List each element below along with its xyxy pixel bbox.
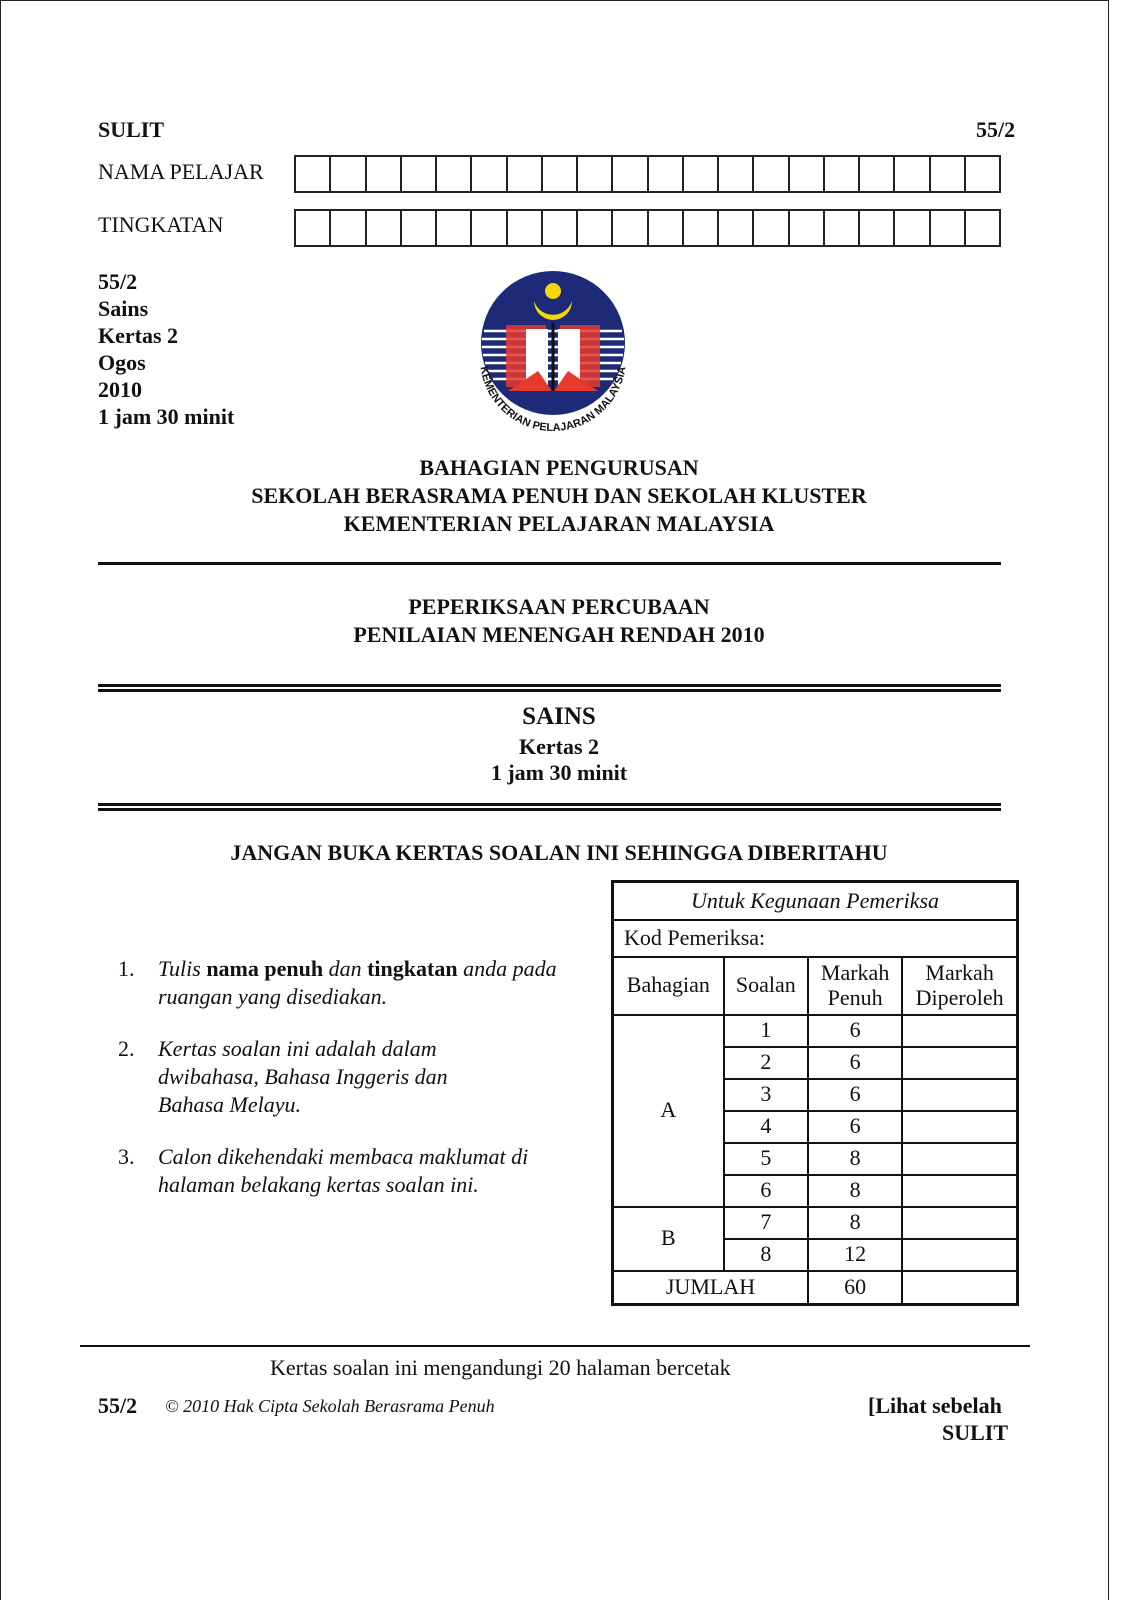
table-row — [613, 1015, 1018, 1047]
question-number: 5 — [724, 1143, 808, 1175]
instruction-number: 2. — [118, 1036, 135, 1061]
question-number: 7 — [724, 1207, 808, 1239]
marks-obtained[interactable] — [902, 1175, 1017, 1207]
paper-duration: 1 jam 30 minit — [98, 404, 235, 429]
letter-box[interactable] — [402, 211, 437, 245]
paper-info — [98, 268, 234, 430]
full-marks: 6 — [808, 1079, 902, 1111]
question-number: 3 — [724, 1079, 808, 1111]
page-count: Kertas soalan ini mengandungi 20 halaman bercetak — [270, 1355, 731, 1380]
org-line-3: KEMENTERIAN PELAJARAN MALAYSIA — [343, 511, 775, 536]
text: tingkatan — [367, 956, 458, 981]
marks-obtained[interactable] — [902, 1207, 1017, 1239]
letter-box[interactable] — [367, 157, 402, 191]
letter-box[interactable] — [719, 211, 754, 245]
letter-box[interactable] — [508, 157, 543, 191]
subject-paper: Kertas 2 — [518, 734, 600, 759]
marks-obtained[interactable] — [902, 1047, 1017, 1079]
form-label: TINGKATAN — [98, 212, 224, 237]
org-line-1: BAHAGIAN PENGURUSAN — [419, 455, 699, 480]
letter-box[interactable] — [437, 157, 472, 191]
section-b: B — [613, 1207, 724, 1271]
letter-box[interactable] — [331, 157, 366, 191]
letter-box[interactable] — [472, 157, 507, 191]
question-number: 4 — [724, 1111, 808, 1143]
total-label: JUMLAH — [613, 1271, 809, 1305]
divider — [98, 689, 1001, 692]
letter-box[interactable] — [331, 211, 366, 245]
exam-line-1: PEPERIKSAAN PERCUBAAN — [408, 594, 710, 619]
marks-obtained[interactable] — [902, 1079, 1017, 1111]
header-soalan: Soalan — [724, 957, 808, 1015]
letter-box[interactable] — [895, 157, 930, 191]
letter-box[interactable] — [649, 211, 684, 245]
question-number: 2 — [724, 1047, 808, 1079]
header-sulit: SULIT — [98, 117, 165, 142]
divider — [98, 808, 1001, 811]
letter-box[interactable] — [754, 157, 789, 191]
examiner-code-field[interactable]: Kod Pemeriksa: — [613, 920, 1018, 957]
svg-text:KEMENTERIAN PELAJARAN MALAYSIA: KEMENTERIAN PELAJARAN MALAYSIA — [477, 365, 629, 433]
paper-number: Kertas 2 — [98, 323, 179, 348]
text: Tulis — [158, 956, 207, 981]
letter-box[interactable] — [437, 211, 472, 245]
header-markah-diperoleh: Markah Diperoleh — [902, 957, 1017, 1015]
letter-box[interactable] — [754, 211, 789, 245]
paper-month: Ogos — [98, 350, 146, 375]
subject-duration: 1 jam 30 minit — [490, 760, 628, 785]
footer-code: 55/2 — [98, 1393, 138, 1418]
text: nama penuh — [206, 956, 324, 981]
instruction-1 — [118, 955, 558, 1011]
table-row — [613, 1207, 1018, 1239]
organization-heading — [0, 454, 1118, 538]
divider — [98, 803, 1001, 806]
full-marks: 8 — [808, 1207, 902, 1239]
marks-obtained[interactable] — [902, 1143, 1017, 1175]
letter-box[interactable] — [825, 211, 860, 245]
footer-sulit: SULIT — [942, 1420, 1009, 1445]
letter-box[interactable] — [472, 211, 507, 245]
header-code: 55/2 — [976, 117, 1016, 142]
warning-text: JANGAN BUKA KERTAS SOALAN INI SEHINGGA DIBERITAHU — [230, 840, 888, 865]
total-marks: 60 — [808, 1271, 902, 1305]
letter-box[interactable] — [790, 157, 825, 191]
letter-box[interactable] — [931, 157, 966, 191]
letter-box[interactable] — [860, 211, 895, 245]
header-bahagian: Bahagian — [613, 957, 724, 1015]
full-marks: 6 — [808, 1111, 902, 1143]
paper-year: 2010 — [98, 377, 142, 402]
examiner-table — [611, 880, 1019, 1306]
letter-box[interactable] — [296, 211, 331, 245]
table-title: Untuk Kegunaan Pemeriksa — [613, 882, 1018, 920]
marks-obtained[interactable] — [902, 1239, 1017, 1271]
letter-box[interactable] — [402, 157, 437, 191]
org-line-2: SEKOLAH BERASRAMA PENUH DAN SEKOLAH KLUSTER — [251, 483, 867, 508]
paper-code: 55/2 — [98, 269, 138, 294]
ministry-logo — [468, 263, 638, 433]
letter-box[interactable] — [508, 211, 543, 245]
section-a: A — [613, 1015, 724, 1207]
letter-box[interactable] — [543, 211, 578, 245]
turn-page: [Lihat sebelah — [868, 1393, 1002, 1418]
letter-box[interactable] — [613, 211, 648, 245]
footer-divider — [80, 1345, 1030, 1347]
letter-box[interactable] — [613, 157, 648, 191]
instruction-number: 3. — [118, 1144, 135, 1169]
question-number: 6 — [724, 1175, 808, 1207]
subject-title: SAINS — [522, 703, 596, 730]
letter-box[interactable] — [543, 157, 578, 191]
letter-box[interactable] — [895, 211, 930, 245]
name-input-boxes[interactable] — [294, 155, 1001, 193]
instruction-text: Kertas soalan ini adalah dalam dwibahasa, Bahasa Inggeris dan Bahasa Melayu. — [158, 1036, 448, 1117]
instruction-3 — [118, 1143, 548, 1199]
letter-box[interactable] — [578, 157, 613, 191]
question-number: 1 — [724, 1015, 808, 1047]
header-markah-penuh: Markah Penuh — [808, 957, 902, 1015]
name-label: NAMA PELAJAR — [98, 159, 264, 184]
total-obtained[interactable] — [902, 1271, 1017, 1305]
full-marks: 12 — [808, 1239, 902, 1271]
text: anda pada ruangan yang disediakan. — [158, 956, 557, 1009]
letter-box[interactable] — [931, 211, 966, 245]
full-marks: 8 — [808, 1175, 902, 1207]
full-marks: 6 — [808, 1047, 902, 1079]
letter-box[interactable] — [296, 157, 331, 191]
exam-heading — [0, 593, 1118, 649]
full-marks: 6 — [808, 1015, 902, 1047]
letter-box[interactable] — [719, 157, 754, 191]
letter-box[interactable] — [966, 157, 999, 191]
marks-obtained[interactable] — [902, 1015, 1017, 1047]
question-number: 8 — [724, 1239, 808, 1271]
instruction-number: 1. — [118, 956, 135, 981]
letter-box[interactable] — [790, 211, 825, 245]
letter-box[interactable] — [825, 157, 860, 191]
divider — [98, 684, 1001, 687]
exam-line-2: PENILAIAN MENENGAH RENDAH 2010 — [353, 622, 765, 647]
letter-box[interactable] — [649, 157, 684, 191]
letter-box[interactable] — [684, 211, 719, 245]
letter-box[interactable] — [578, 211, 613, 245]
instruction-2 — [118, 1035, 488, 1119]
form-input-boxes[interactable] — [294, 209, 1001, 247]
copyright: © 2010 Hak Cipta Sekolah Berasrama Penuh — [165, 1396, 495, 1416]
paper-subject: Sains — [98, 296, 149, 321]
letter-box[interactable] — [860, 157, 895, 191]
full-marks: 8 — [808, 1143, 902, 1175]
letter-box[interactable] — [684, 157, 719, 191]
marks-obtained[interactable] — [902, 1111, 1017, 1143]
text: dan — [323, 956, 368, 981]
letter-box[interactable] — [367, 211, 402, 245]
letter-box[interactable] — [966, 211, 999, 245]
divider — [98, 562, 1001, 565]
instruction-text: Calon dikehendaki membaca maklumat di halaman belakang kertas soalan ini. — [158, 1144, 529, 1197]
